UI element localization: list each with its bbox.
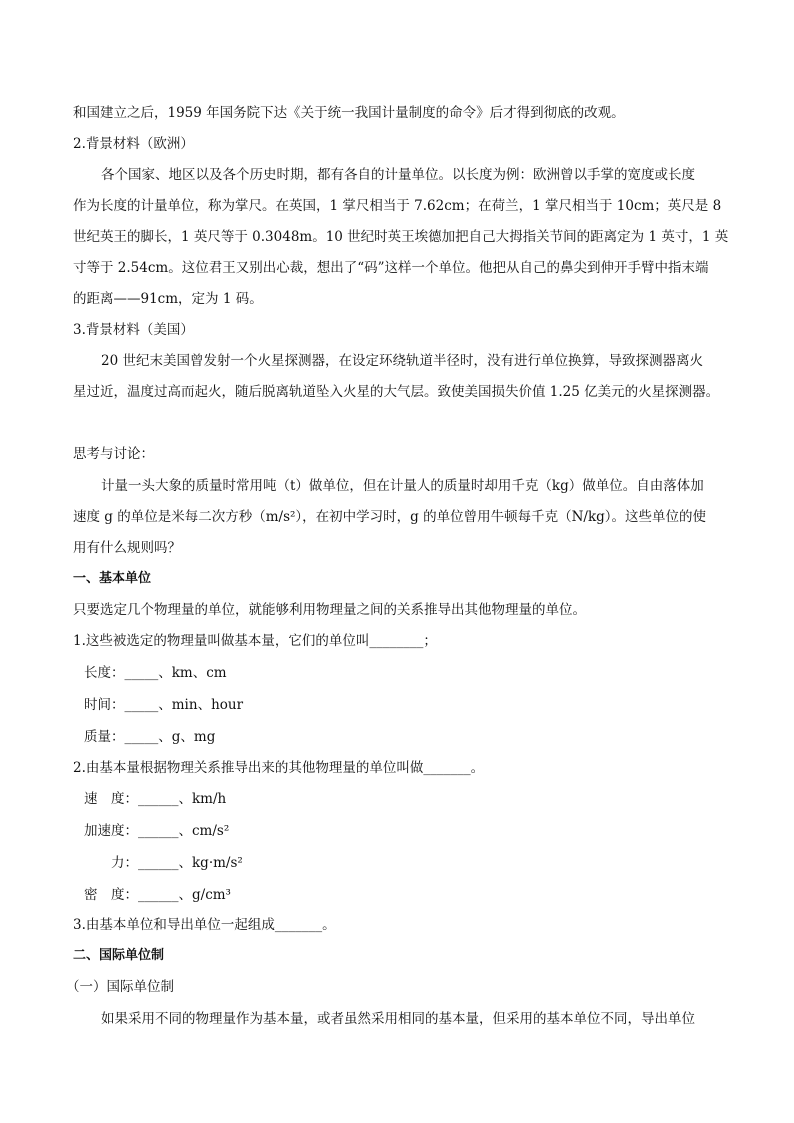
paragraph-line: 寸等于 2.54cm。这位君王又别出心裁，想出了“码”这样一个单位。他把从自己的鼻尖到伸开手臂中指末端	[73, 260, 709, 276]
paragraph-line: 如果采用不同的物理量作为基本量，或者虽然采用相同的基本量，但采用的基本单位不同，导出单位	[101, 1011, 695, 1027]
heading-europe: 2.背景材料（欧洲）	[73, 136, 194, 152]
paragraph-line: 速度 g 的单位是米每二次方秒（m/s²），在初中学习时，g 的单位曾用牛顿每千克（N/kg）。这些单位的使	[73, 509, 707, 525]
paragraph-line: 作为长度的计量单位，称为掌尺。在英国，1 掌尺相当于 7.62cm；在荷兰，1 掌尺相当于 10cm；英尺是 8	[73, 198, 722, 214]
paragraph-line: 20 世纪末美国曾发射一个火星探测器，在设定环绕轨道半径时，没有进行单位换算，导致探测器离火	[101, 353, 703, 369]
unit-item: 速 度：______、km/h	[84, 791, 227, 807]
paragraph-line: 世纪英王的脚长，1 英尺等于 0.3048m。10 世纪时英王埃德加把自己大拇指关节间的距离定为 1 英寸，1 英	[73, 229, 729, 245]
think-title: 思考与讨论：	[73, 446, 154, 462]
unit-item: 加速度：______、cm/s²	[84, 823, 230, 839]
paragraph-line: 只要选定几个物理量的单位，就能够利用物理量之间的关系推导出其他物理量的单位。	[73, 602, 586, 618]
subsection-heading: （一）国际单位制	[66, 979, 174, 995]
heading-usa: 3.背景材料（美国）	[73, 322, 194, 338]
paragraph-line: 的距离——91cm，定为 1 码。	[73, 291, 263, 307]
unit-item: 力：______、kg·m/s²	[84, 855, 243, 871]
paragraph-line: 星过近，温度过高而起火，随后脱离轨道坠入火星的大气层。致使美国损失价值 1.25 亿美元的火星探测器。	[73, 384, 720, 400]
unit-item: 质量：_____、g、mg	[84, 729, 216, 745]
paragraph-line: 计量一头大象的质量时常用吨（t）做单位，但在计量人的质量时却用千克（kg）做单位。自由落体加	[101, 478, 704, 494]
paragraph-line: 用有什么规则吗？	[73, 540, 181, 556]
question-1: 1.这些被选定的物理量叫做基本量，它们的单位叫________；	[73, 633, 437, 649]
unit-item: 长度：_____、km、cm	[84, 665, 227, 681]
question-3: 3.由基本单位和导出单位一起组成_______。	[73, 917, 336, 933]
paragraph-line: 各个国家、地区以及各个历史时期，都有各自的计量单位。以长度为例：欧洲曾以手掌的宽度或长度	[101, 167, 695, 183]
question-2: 2.由基本量根据物理关系推导出来的其他物理量的单位叫做_______。	[73, 760, 485, 776]
unit-item: 密 度：______、g/cm³	[84, 887, 231, 903]
unit-item: 时间：_____、min、hour	[84, 697, 244, 713]
section-heading-2: 二、国际单位制	[73, 948, 165, 963]
paragraph-line: 和国建立之后，1959 年国务院下达《关于统一我国计量制度的命令》后才得到彻底的改观。	[73, 105, 625, 121]
section-heading-1: 一、基本单位	[73, 571, 152, 586]
